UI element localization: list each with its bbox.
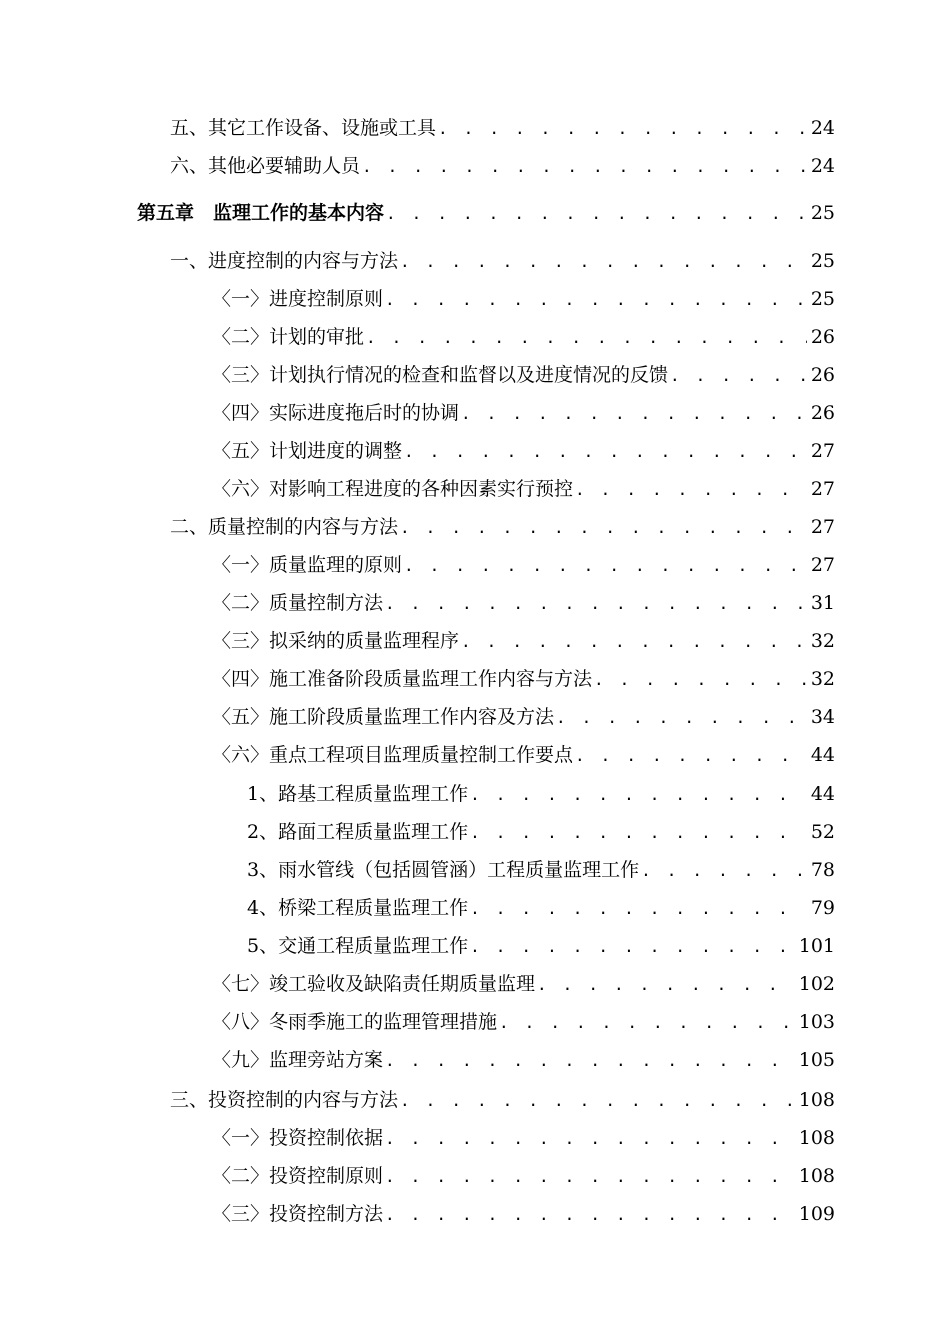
toc-entry-page: 108 — [798, 1127, 835, 1149]
toc-entry-title: 4、桥梁工程质量监理工作 — [247, 897, 469, 919]
toc-entry-title: 〈九〉监理旁站方案 — [212, 1049, 384, 1071]
toc-entry-title: 〈六〉对影响工程进度的各种因素实行预控 — [212, 478, 574, 500]
toc-entry-title: 〈三〉拟采纳的质量监理程序 — [212, 630, 460, 652]
toc-leader-dots — [461, 627, 807, 657]
toc-leader-dots — [362, 152, 807, 182]
toc-entry-page: 78 — [810, 859, 835, 881]
toc-entry-title: 〈三〉投资控制方法 — [212, 1203, 384, 1225]
toc-leader-dots — [438, 114, 807, 144]
toc-leader-dots — [499, 1008, 795, 1038]
toc-leader-dots — [404, 551, 807, 581]
toc-entry[interactable] — [170, 512, 835, 542]
toc-entry-title: 六、其他必要辅助人员 — [170, 155, 361, 177]
toc-leader-dots — [385, 1124, 795, 1154]
toc-leader-dots — [556, 703, 807, 733]
toc-entry-page: 26 — [810, 364, 835, 386]
toc-entry[interactable] — [170, 113, 835, 143]
toc-entry-title: 〈二〉投资控制原则 — [212, 1165, 384, 1187]
toc-entry-title: 〈七〉竣工验收及缺陷责任期质量监理 — [212, 973, 536, 995]
toc-entry-title: 〈四〉实际进度拖后时的协调 — [212, 402, 460, 424]
toc-entry-page: 25 — [810, 288, 835, 310]
toc-leader-dots — [400, 1086, 795, 1116]
toc-entry-page: 79 — [810, 897, 835, 919]
toc-leader-dots — [470, 932, 795, 962]
toc-leader-dots — [470, 780, 807, 810]
toc-leader-dots — [385, 1046, 795, 1076]
toc-leader-dots — [385, 1200, 795, 1230]
toc-entry[interactable] — [247, 931, 835, 961]
toc-entry[interactable] — [247, 893, 835, 923]
toc-entry[interactable] — [212, 436, 835, 466]
toc-entry-page: 101 — [798, 935, 835, 957]
toc-entry-page: 108 — [798, 1165, 835, 1187]
toc-entry-title: 三、投资控制的内容与方法 — [170, 1089, 399, 1111]
toc-leader-dots — [400, 513, 807, 543]
toc-entry-page: 27 — [810, 440, 835, 462]
toc-entry-title: 1、路基工程质量监理工作 — [247, 783, 469, 805]
toc-entry-page: 27 — [810, 554, 835, 576]
toc-entry-page: 109 — [798, 1203, 835, 1225]
toc-entry[interactable] — [212, 664, 835, 694]
toc-entry[interactable] — [212, 740, 835, 770]
toc-entry-page: 27 — [810, 516, 835, 538]
toc-entry[interactable] — [212, 284, 835, 314]
toc-entry-page: 103 — [798, 1011, 835, 1033]
toc-entry[interactable] — [170, 246, 835, 276]
toc-entry[interactable] — [212, 360, 835, 390]
toc-leader-dots — [641, 856, 807, 886]
toc-entry-title: 〈五〉施工阶段质量监理工作内容及方法 — [212, 706, 555, 728]
toc-entry-title: 〈八〉冬雨季施工的监理管理措施 — [212, 1011, 498, 1033]
toc-entry-title: 5、交通工程质量监理工作 — [247, 935, 469, 957]
toc-entry-title: 〈一〉投资控制依据 — [212, 1127, 384, 1149]
toc-entry[interactable] — [212, 588, 835, 618]
toc-entry-title: 一、进度控制的内容与方法 — [170, 250, 399, 272]
toc-entry-page: 32 — [810, 630, 835, 652]
toc-entry-page: 102 — [798, 973, 835, 995]
toc-leader-dots — [537, 970, 795, 1000]
toc-leader-dots — [470, 818, 807, 848]
toc-leader-dots — [404, 437, 807, 467]
toc-leader-dots — [386, 199, 807, 229]
toc-entry[interactable] — [212, 322, 835, 352]
toc-entry-page: 24 — [810, 155, 835, 177]
toc-entry-page: 44 — [810, 783, 835, 805]
toc-entry-title: 3、雨水管线（包括圆管涵）工程质量监理工作 — [247, 859, 640, 881]
toc-leader-dots — [575, 475, 807, 505]
toc-entry-page: 44 — [810, 744, 835, 766]
toc-chapter-entry[interactable] — [137, 198, 835, 228]
toc-entry[interactable] — [170, 151, 835, 181]
toc-leader-dots — [670, 361, 807, 391]
toc-leader-dots — [385, 589, 807, 619]
toc-entry-title: 第五章 监理工作的基本内容 — [137, 202, 385, 224]
toc-leader-dots — [594, 665, 807, 695]
toc-entry-page: 52 — [810, 821, 835, 843]
toc-leader-dots — [385, 285, 807, 315]
toc-leader-dots — [366, 323, 807, 353]
toc-entry-title: 〈四〉施工准备阶段质量监理工作内容与方法 — [212, 668, 593, 690]
toc-entry-page: 31 — [810, 592, 835, 614]
toc-entry-title: 〈一〉质量监理的原则 — [212, 554, 403, 576]
toc-entry-page: 26 — [810, 402, 835, 424]
toc-entry[interactable] — [247, 779, 835, 809]
toc-entry[interactable] — [247, 855, 835, 885]
toc-leader-dots — [470, 894, 807, 924]
toc-entry-page: 27 — [810, 478, 835, 500]
toc-entry[interactable] — [212, 1161, 835, 1191]
toc-entry-page: 25 — [810, 250, 835, 272]
toc-entry[interactable] — [212, 969, 835, 999]
toc-entry[interactable] — [212, 1199, 835, 1229]
toc-entry-title: 〈五〉计划进度的调整 — [212, 440, 403, 462]
toc-entry-page: 25 — [810, 202, 835, 224]
toc-entry-title: 二、质量控制的内容与方法 — [170, 516, 399, 538]
toc-entry[interactable] — [212, 550, 835, 580]
toc-leader-dots — [400, 247, 807, 277]
toc-entry-title: 〈三〉计划执行情况的检查和监督以及进度情况的反馈 — [212, 364, 669, 386]
toc-entry-title: 〈六〉重点工程项目监理质量控制工作要点 — [212, 744, 574, 766]
toc-entry-title: 〈一〉进度控制原则 — [212, 288, 384, 310]
toc-leader-dots — [385, 1162, 795, 1192]
toc-entry[interactable] — [212, 1007, 835, 1037]
toc-entry-title: 五、其它工作设备、设施或工具 — [170, 117, 437, 139]
toc-entry[interactable] — [212, 1123, 835, 1153]
toc-entry[interactable] — [212, 626, 835, 656]
toc-entry-page: 108 — [798, 1089, 835, 1111]
toc-entry-page: 24 — [810, 117, 835, 139]
toc-entry-title: 2、路面工程质量监理工作 — [247, 821, 469, 843]
toc-leader-dots — [461, 399, 807, 429]
toc-entry-page: 26 — [810, 326, 835, 348]
toc-entry[interactable] — [170, 1085, 835, 1115]
toc-leader-dots — [575, 741, 807, 771]
toc-entry-title: 〈二〉质量控制方法 — [212, 592, 384, 614]
toc-entry[interactable] — [212, 702, 835, 732]
toc-entry-page: 32 — [810, 668, 835, 690]
toc-entry[interactable] — [247, 817, 835, 847]
toc-entry[interactable] — [212, 1045, 835, 1075]
toc-entry[interactable] — [212, 474, 835, 504]
toc-entry-page: 34 — [810, 706, 835, 728]
toc-entry-page: 105 — [798, 1049, 835, 1071]
toc-entry[interactable] — [212, 398, 835, 428]
toc-entry-title: 〈二〉计划的审批 — [212, 326, 365, 348]
